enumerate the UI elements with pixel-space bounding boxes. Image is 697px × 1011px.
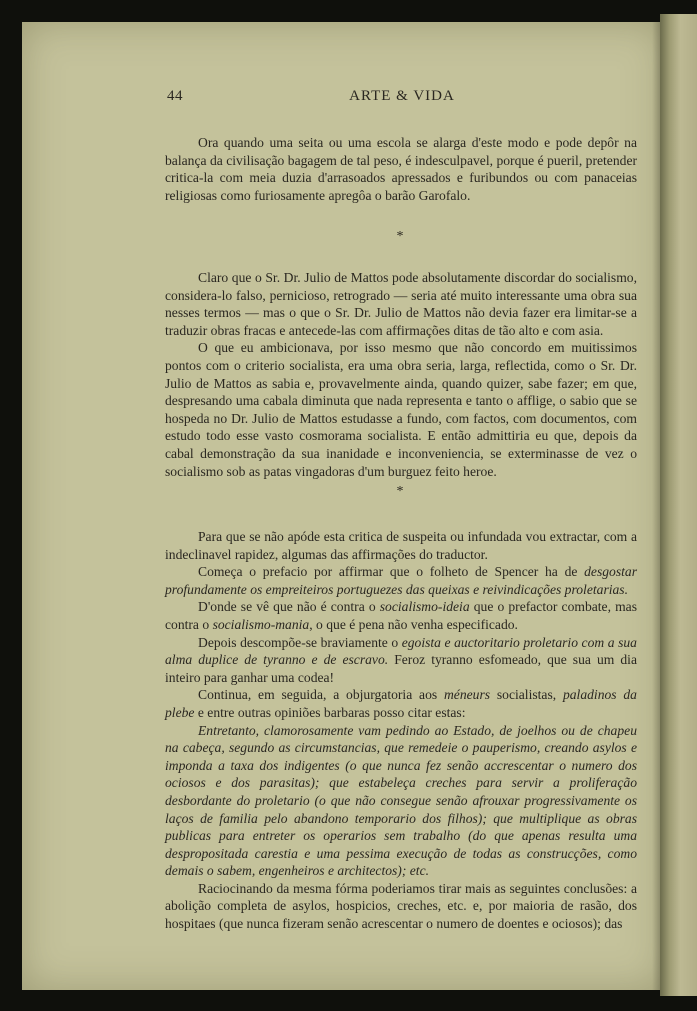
text-block-1 <box>165 134 637 204</box>
paragraph-10: Raciocinando da mesma fórma poderiamos tirar mais as seguintes conclusões: a abolição completa de asylos, hospicios, creches, etc. e, por maioria de rasão, dos hospitaes (que nunca fizeram senão acrescentar o numero de doentes e ociosos); das <box>165 880 637 932</box>
paragraph-8: Continua, em seguida, a objurgatoria aos méneurs socialistas, paladinos da plebe e entre outras opiniões barbaras posso citar estas: <box>165 687 637 720</box>
paragraph-6: D'onde se vê que não é contra o socialismo-ideia que o prefactor combate, mas contra o socialismo-mania, o que é pena não venha especificado. <box>165 599 637 632</box>
next-page-edge <box>660 14 697 996</box>
text-block-3 <box>165 528 637 933</box>
paragraph-1: Ora quando uma seita ou uma escola se alarga d'este modo e pode depôr na balança da civilisação bagagem de tal peso, é indesculpavel, porque é pueril, pretender critica-la com meia duzia d'arrasoados apressados e furibundos ou com panaceias religiosas como furiosamente apregôa o barão Garofalo. <box>165 135 637 203</box>
paragraph-2: Claro que o Sr. Dr. Julio de Mattos pode absolutamente discordar do socialismo, considera-lo falso, pernicioso, retrogrado — seria até muito interessante uma obra sua nesses termos — mas o que o Sr. Dr. Julio de Mattos não devia fazer era limitar-se a traduzir obras fracas e antecede-las com affirmações ditas de tão alto e com asia. <box>165 270 637 338</box>
running-title: ARTE & VIDA <box>349 88 455 104</box>
block-quote: Entretanto, clamorosamente vam pedindo ao Estado, de joelhos ou de chapeu na cabeça, segundo as circumstancias, que remedeie o pauperismo, creando asylos e imponda a taxa dos indigentes (o que nunca fez senão accrescentar o numero dos ociosos e dos parasitas); que estabeleça creches para servir a proliferação desbordante do proletario (o que não consegue senão afrouxar progressivamente os laços de familia pelo abandono temporario dos filhos); que multiplique as obras publicas para entreter os operarios sem trabalho (do que apenas resulta uma despropositada carestia e uma pessima execução de todas as construcções, como demais o sabem, engenheiros e architectos); etc. <box>165 722 637 879</box>
section-separator-2: * <box>396 484 404 499</box>
paragraph-5: Começa o prefacio por affirmar que o folheto de Spencer ha de desgostar profundamente os empreiteiros portuguezes das queixas e reivindicações proletarias. <box>165 564 637 597</box>
paragraph-4: Para que se não apóde esta critica de suspeita ou infundada vou extractar, com a indeclinavel rapidez, algumas das affirmações do traductor. <box>165 529 637 562</box>
paragraph-3: O que eu ambicionava, por isso mesmo que não concordo em muitissimos pontos com o criterio socialista, era uma obra seria, larga, reflectida, como o Sr. Dr. Julio de Mattos as sabia e, provavelmente ainda, quando quizer, sabe fazer; em que, despresando uma cabala diminuta que nada representa e tanto o afflige, o sabio que se hospeda no Dr. Julio de Mattos estudasse a fundo, com factos, com documentos, com estudo todo esse vasto cosmorama socialista. E então admittiria eu que, depois da cabal demonstração da sua inanidade e inconveniencia, se exterminasse de vez o socialismo sob as patas vingadoras d'um burguez feito heroe. <box>165 340 637 479</box>
page-number: 44 <box>167 88 183 104</box>
paragraph-7: Depois descompõe-se braviamente o egoista e auctoritario proletario com a sua alma duplice de tyranno e de escravo. Feroz tyranno esfomeado, que sua um dia inteiro para ganhar uma codea! <box>165 634 637 685</box>
section-separator-1: * <box>396 229 404 244</box>
page-header <box>167 88 637 106</box>
text-block-2 <box>165 269 637 480</box>
